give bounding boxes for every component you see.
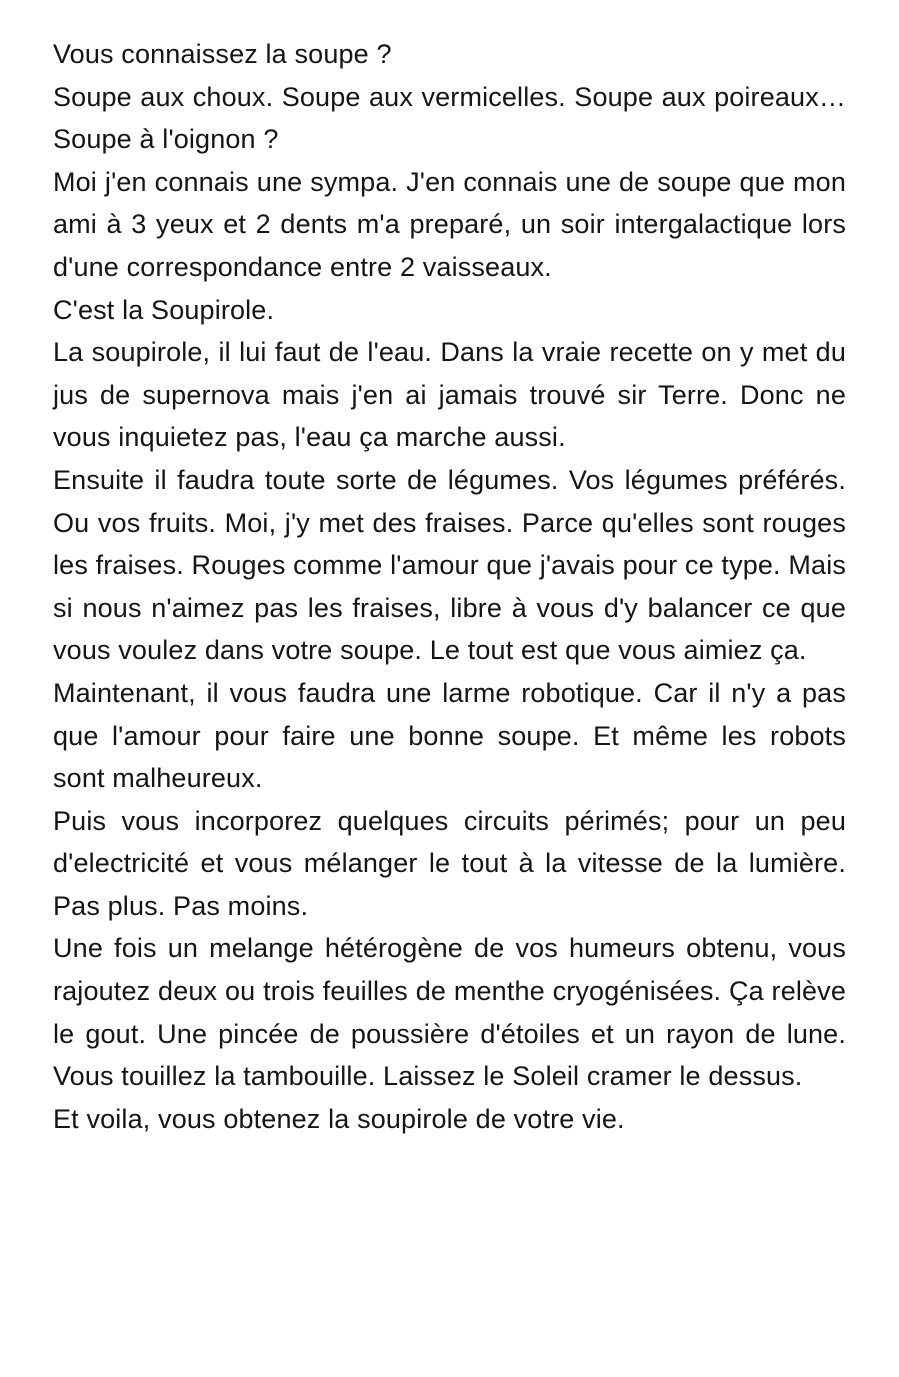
paragraph-mint-stardust: Une fois un melange hétérogène de vos humeurs obtenu, vous rajoutez deux ou trois feuilles de menthe cryogénisées. Ça relève le gout. Une pincée de poussière d'étoiles et un rayon de lune. Vous touillez la tambouille. Laissez le Soleil cramer le dessus. (53, 933, 846, 1092)
document-body (53, 33, 846, 1140)
paragraph-water: La soupirole, il lui faut de l'eau. Dans la vraie recette on y met du jus de supernova mais j'en ai jamais trouvé sir Terre. Donc ne vous inquietez pas, l'eau ça marche aussi. (53, 337, 846, 453)
paragraph-soup-list: Soupe aux choux. Soupe aux vermicelles. Soupe aux poireaux… Soupe à l'oignon ? (53, 81, 846, 155)
paragraph-friend-soup: Moi j'en connais une sympa. J'en connais une de soupe que mon ami à 3 yeux et 2 dents m'a preparé, un soir intergalactique lors d'une correspondance entre 2 vaisseaux. (53, 166, 846, 282)
paragraph-robot-tear: Maintenant, il vous faudra une larme robotique. Car il n'y a pas que l'amour pour faire une bonne soupe. Et même les robots sont malheureux. (53, 677, 846, 794)
paragraph-conclusion: Et voila, vous obtenez la soupirole de votre vie. (53, 1103, 625, 1134)
paragraph-vegetables: Ensuite il faudra toute sorte de légumes. Vos légumes préférés. Ou vos fruits. Moi, j'y met des fraises. Parce qu'elles sont rouges les fraises. Rouges comme l'amour que j'avais pour ce type. Mais si nous n'aimez pas les fraises, libre à vous d'y balancer ce que vous voulez dans votre soupe. Le tout est que vous aimiez ça. (53, 464, 846, 666)
paragraph-circuits: Puis vous incorporez quelques circuits périmés; pour un peu d'electricité et vous mélanger le tout à la vitesse de la lumière. Pas plus. Pas moins. (53, 805, 846, 921)
paragraph-soupirole-name: C'est la Soupirole. (53, 294, 275, 325)
paragraph-intro-question: Vous connaissez la soupe ? (53, 39, 392, 69)
